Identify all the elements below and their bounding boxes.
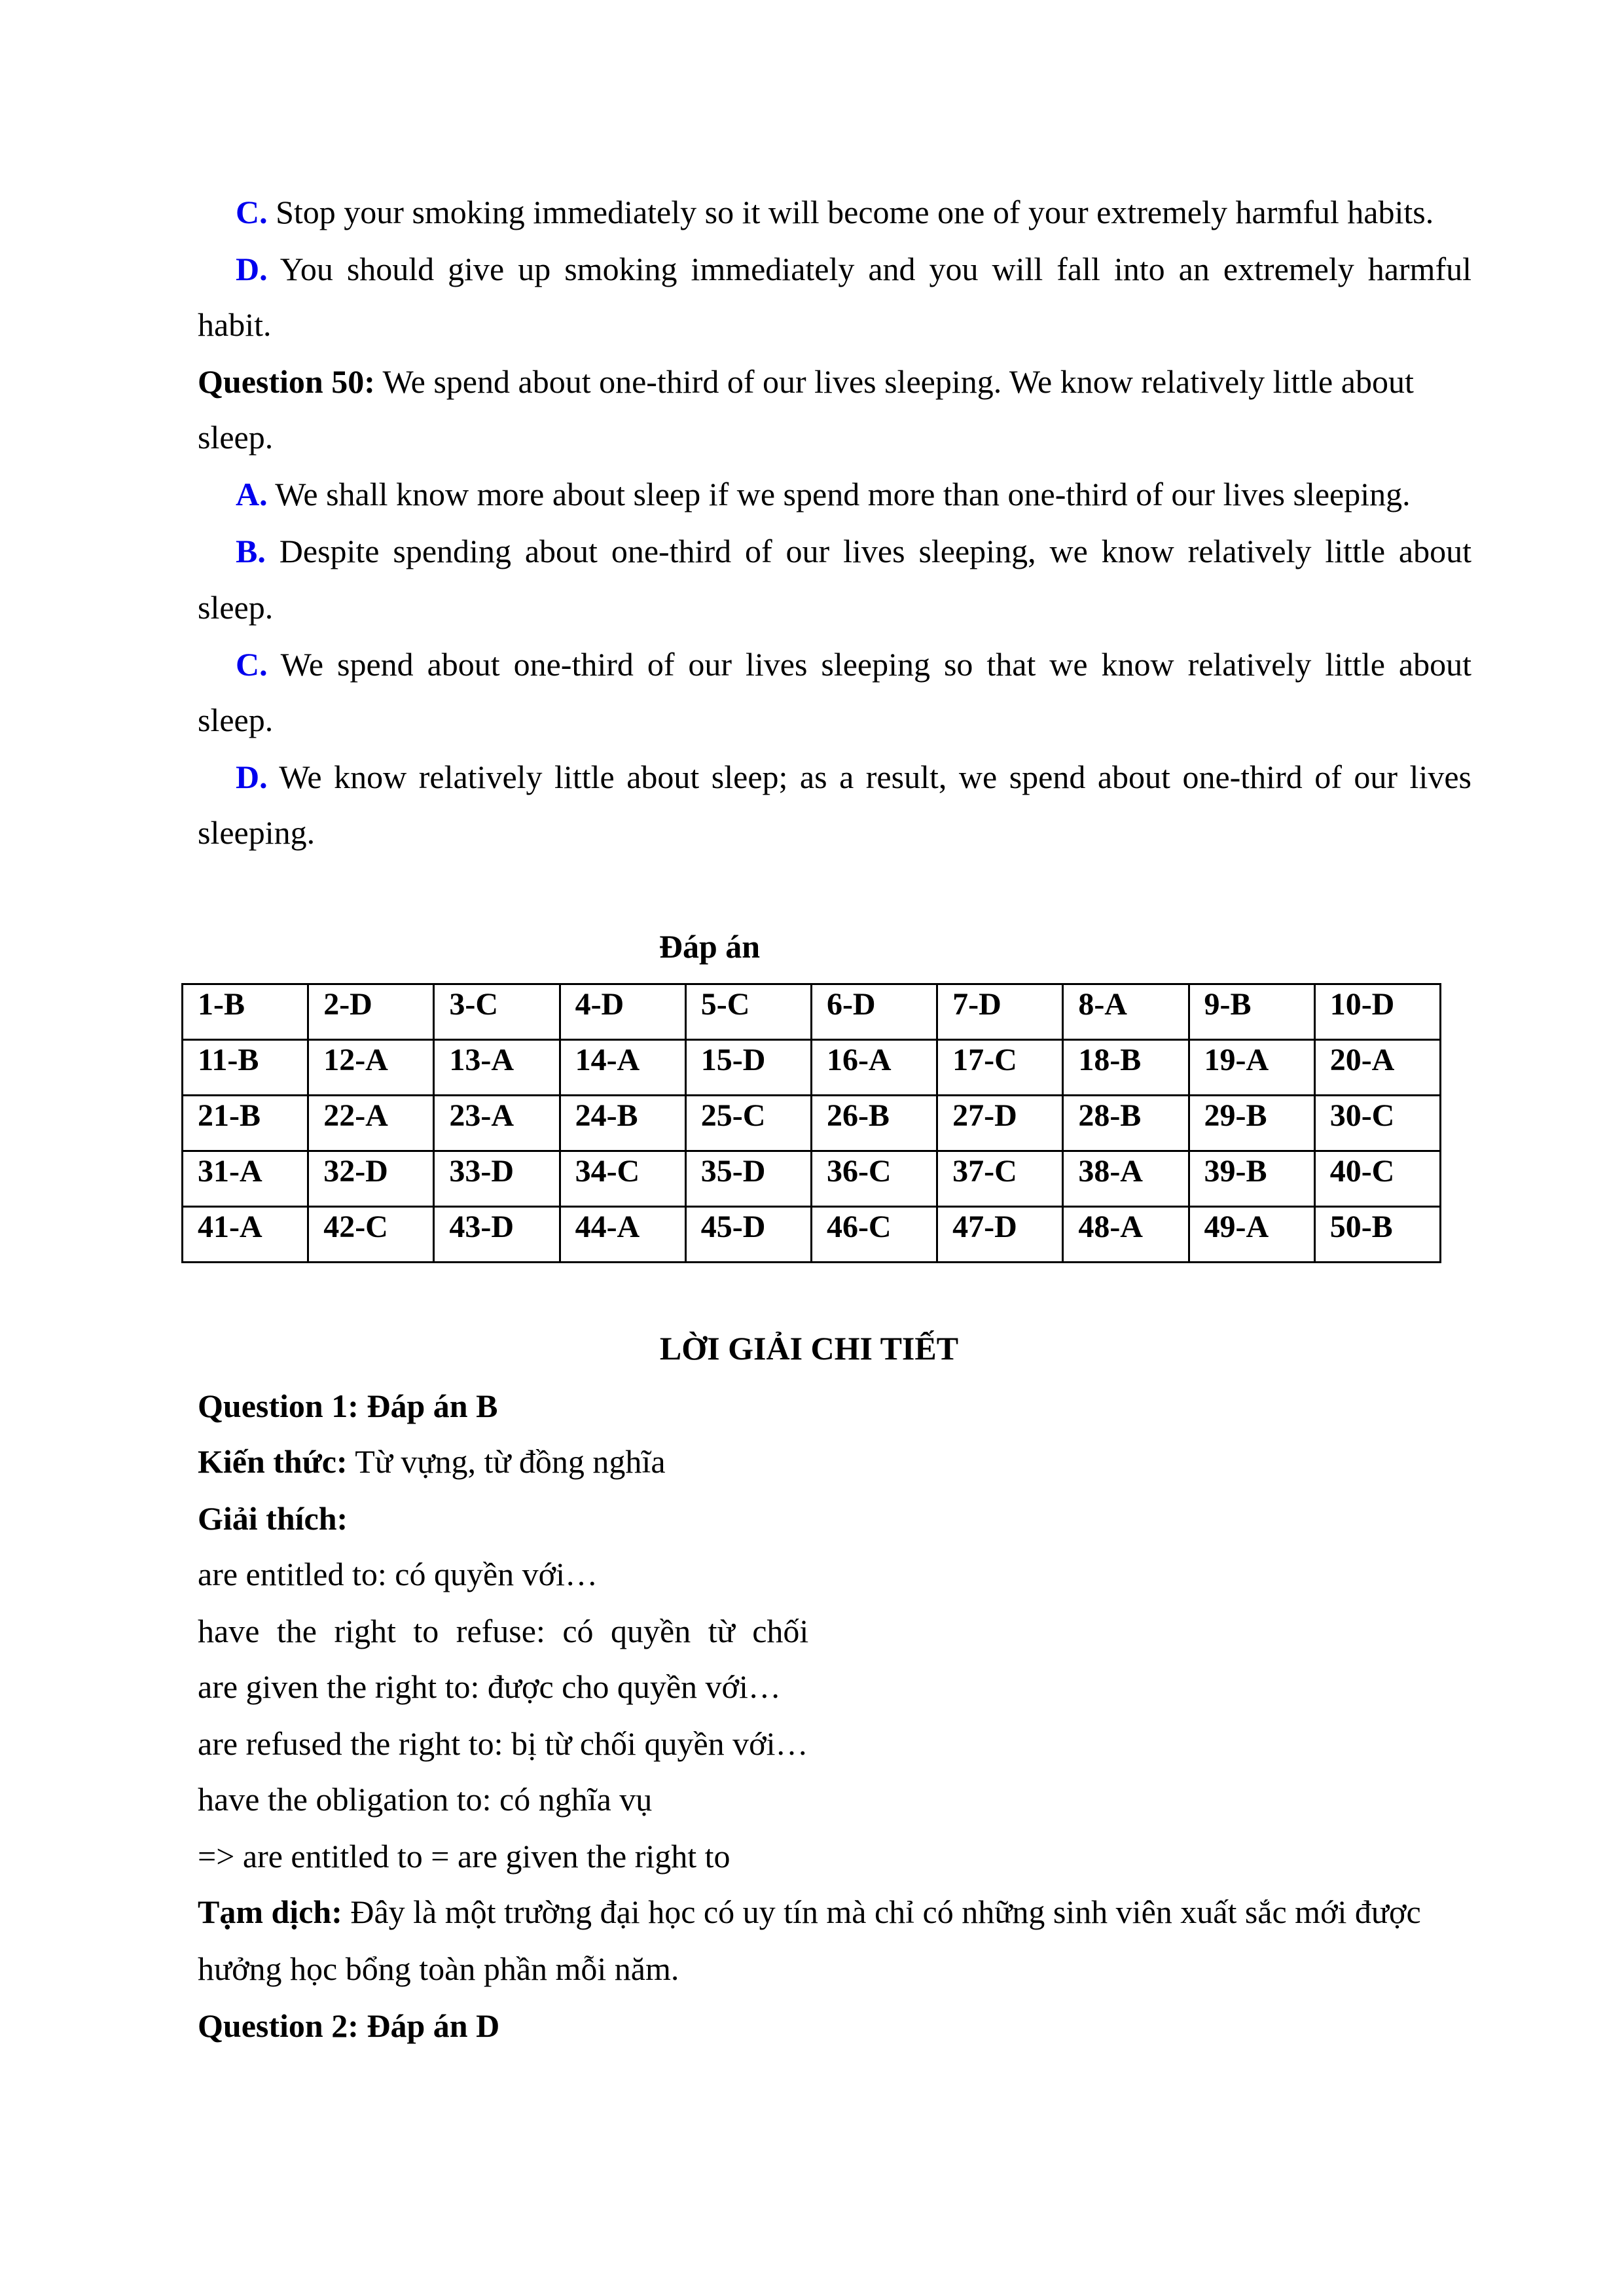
answer-key-cell: 9-B bbox=[1189, 984, 1314, 1040]
question-text: We spend about one-third of our lives sleeping. We know relatively little about bbox=[382, 363, 1414, 400]
answer-key-cell: 10-D bbox=[1314, 984, 1440, 1040]
answer-key-cell: 18-B bbox=[1063, 1040, 1189, 1096]
knowledge-line bbox=[198, 1442, 666, 1481]
answer-key-cell: 49-A bbox=[1189, 1207, 1314, 1263]
answer-key-cell: 31-A bbox=[183, 1151, 308, 1207]
answer-key-row bbox=[183, 1151, 1441, 1207]
answer-key-cell: 43-D bbox=[434, 1207, 560, 1263]
answer-key-cell: 23-A bbox=[434, 1096, 560, 1151]
answer-key-row bbox=[183, 1207, 1441, 1263]
answer-key-cell: 48-A bbox=[1063, 1207, 1189, 1263]
option-q50-b bbox=[236, 531, 1471, 571]
option-text: We know relatively little about sleep; as a result, we spend about one-third of our lives bbox=[279, 759, 1471, 795]
answer-key-cell: 11-B bbox=[183, 1040, 308, 1096]
option-label: C. bbox=[236, 646, 268, 683]
option-text: We shall know more about sleep if we spend more than one-third of our lives sleeping. bbox=[275, 476, 1411, 512]
explain-line: have the right to refuse: có quyền từ chối bbox=[198, 1613, 809, 1649]
translation-line bbox=[198, 1892, 1421, 1931]
answer-key-cell: 13-A bbox=[434, 1040, 560, 1096]
option-text: Despite spending about one-third of our lives sleeping, we know relatively little about bbox=[279, 533, 1472, 569]
explain-label-text: Giải thích: bbox=[198, 1500, 348, 1537]
option-text: Stop your smoking immediately so it will become one of your extremely harmful habits. bbox=[276, 194, 1434, 230]
answer-key-cell: 44-A bbox=[560, 1207, 685, 1263]
option-label: A. bbox=[236, 476, 268, 512]
option-q49-d-cont: habit. bbox=[198, 306, 272, 343]
option-q50-d-cont: sleeping. bbox=[198, 814, 316, 851]
answer-key-cell: 40-C bbox=[1314, 1151, 1440, 1207]
question-1-heading bbox=[198, 1386, 497, 1426]
answer-key-cell: 30-C bbox=[1314, 1096, 1440, 1151]
option-text: We spend about one-third of our lives sleeping so that we know relatively little about bbox=[280, 646, 1471, 683]
explain-line: => are entitled to = are given the right to bbox=[198, 1838, 731, 1874]
option-label: D. bbox=[236, 251, 268, 287]
answer-key-row bbox=[183, 1096, 1441, 1151]
answer-key-cell: 27-D bbox=[937, 1096, 1063, 1151]
answer-key-cell: 24-B bbox=[560, 1096, 685, 1151]
question-50 bbox=[198, 362, 1414, 401]
explain-line: are given the right to: được cho quyền với… bbox=[198, 1668, 781, 1705]
option-q50-c-cont: sleep. bbox=[198, 702, 274, 738]
answer-key-cell: 28-B bbox=[1063, 1096, 1189, 1151]
answer-key-cell: 47-D bbox=[937, 1207, 1063, 1263]
translation-label: Tạm dịch: bbox=[198, 1893, 342, 1930]
answer-key-cell: 4-D bbox=[560, 984, 685, 1040]
answer-key-cell: 3-C bbox=[434, 984, 560, 1040]
answer-key-table bbox=[181, 983, 1441, 1263]
explain-line: are refused the right to: bị từ chối quyền với… bbox=[198, 1725, 808, 1762]
answer-key-cell: 15-D bbox=[685, 1040, 811, 1096]
answer-key-cell: 36-C bbox=[811, 1151, 937, 1207]
answer-key-cell: 7-D bbox=[937, 984, 1063, 1040]
answer-key-cell: 14-A bbox=[560, 1040, 685, 1096]
answer-key-cell: 5-C bbox=[685, 984, 811, 1040]
answer-key-cell: 32-D bbox=[308, 1151, 434, 1207]
answer-key-row bbox=[183, 1040, 1441, 1096]
answer-key-cell: 2-D bbox=[308, 984, 434, 1040]
answer-key-cell: 39-B bbox=[1189, 1151, 1314, 1207]
answer-key-cell: 37-C bbox=[937, 1151, 1063, 1207]
answer-key-title: Đáp án bbox=[659, 928, 761, 965]
answer-key-cell: 26-B bbox=[811, 1096, 937, 1151]
answer-key-cell: 17-C bbox=[937, 1040, 1063, 1096]
answer-key-cell: 35-D bbox=[685, 1151, 811, 1207]
option-label: C. bbox=[236, 194, 268, 230]
answer-key-cell: 42-C bbox=[308, 1207, 434, 1263]
answer-key-cell: 34-C bbox=[560, 1151, 685, 1207]
answer-key-cell: 20-A bbox=[1314, 1040, 1440, 1096]
knowledge-text: Từ vựng, từ đồng nghĩa bbox=[355, 1443, 666, 1480]
answer-key-cell: 29-B bbox=[1189, 1096, 1314, 1151]
question-50-cont: sleep. bbox=[198, 419, 274, 456]
option-q50-d bbox=[236, 757, 1471, 797]
answer-key-cell: 21-B bbox=[183, 1096, 308, 1151]
heading-text: Question 1: Đáp án B bbox=[198, 1388, 498, 1424]
answer-key-cell: 19-A bbox=[1189, 1040, 1314, 1096]
translation-text: Đây là một trường đại học có uy tín mà chỉ có những sinh viên xuất sắc mới được bbox=[350, 1893, 1421, 1930]
answer-key-cell: 12-A bbox=[308, 1040, 434, 1096]
option-q50-b-cont: sleep. bbox=[198, 589, 274, 626]
explain-line: are entitled to: có quyền với… bbox=[198, 1556, 598, 1592]
answer-key-row bbox=[183, 984, 1441, 1040]
option-q50-a bbox=[236, 475, 1411, 514]
answer-key-cell: 50-B bbox=[1314, 1207, 1440, 1263]
answer-key-cell: 41-A bbox=[183, 1207, 308, 1263]
question-label: Question 50: bbox=[198, 363, 375, 400]
option-q49-c bbox=[236, 192, 1434, 232]
answer-key-cell: 16-A bbox=[811, 1040, 937, 1096]
answer-key-cell: 46-C bbox=[811, 1207, 937, 1263]
option-q50-c bbox=[236, 645, 1471, 684]
option-text: You should give up smoking immediately and you will fall into an extremely harmful bbox=[280, 251, 1471, 287]
answer-key-cell: 22-A bbox=[308, 1096, 434, 1151]
option-label: B. bbox=[236, 533, 266, 569]
option-label: D. bbox=[236, 759, 268, 795]
solutions-title: LỜI GIẢI CHI TIẾT bbox=[659, 1330, 959, 1367]
explain-line: have the obligation to: có nghĩa vụ bbox=[198, 1781, 653, 1818]
answer-key-cell: 45-D bbox=[685, 1207, 811, 1263]
knowledge-label: Kiến thức: bbox=[198, 1443, 348, 1480]
option-q49-d bbox=[236, 249, 1471, 289]
explain-label bbox=[198, 1499, 348, 1538]
answer-key-cell: 33-D bbox=[434, 1151, 560, 1207]
answer-key-cell: 25-C bbox=[685, 1096, 811, 1151]
question-2-heading bbox=[198, 2006, 499, 2045]
answer-key-cell: 1-B bbox=[183, 984, 308, 1040]
translation-cont: hưởng học bổng toàn phần mỗi năm. bbox=[198, 1950, 679, 1987]
heading-text: Question 2: Đáp án D bbox=[198, 2007, 500, 2044]
answer-key-cell: 6-D bbox=[811, 984, 937, 1040]
answer-key-cell: 38-A bbox=[1063, 1151, 1189, 1207]
answer-key-cell: 8-A bbox=[1063, 984, 1189, 1040]
